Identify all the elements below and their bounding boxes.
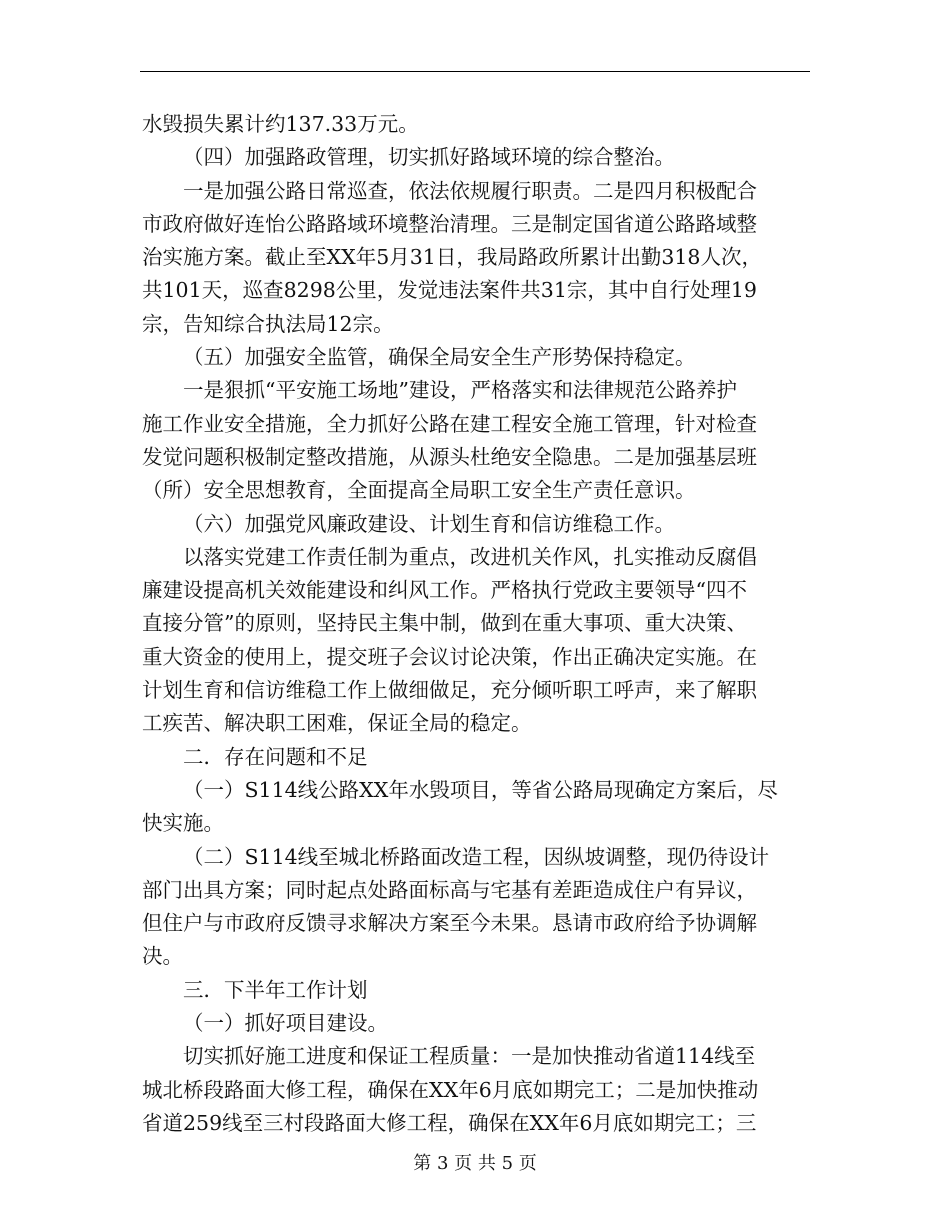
text-line: （二）S114线至城北桥路面改造工程，因纵坡调整，现仍待设计 [183,844,770,869]
text-line: 直接分管”的原则，坚持民主集中制，做到在重大事项、重大决策、 [142,611,747,636]
body-text [142,108,808,1140]
text-line: （所）安全思想教育，全面提高全局职工安全生产责任意识。 [142,478,696,503]
text-line: 快实施。 [142,811,224,836]
text-line: 但住户与市政府反馈寻求解决方案至今未果。恳请市政府给予协调解 [142,911,757,936]
text-line: 廉建设提高机关效能建设和纠风工作。严格执行党政主要领导“四不 [142,578,747,603]
header-rule [140,71,810,72]
text-line: （一）S114线公路XX年水毁项目，等省公路局现确定方案后，尽 [183,777,778,802]
text-line: （一）抓好项目建设。 [183,1011,388,1036]
page-footer: 第 3 页 共 5 页 [413,1153,537,1174]
text-line: 计划生育和信访维稳工作上做细做足，充分倾听职工呼声，来了解职 [142,678,757,703]
text-line: 省道259线至三村段路面大修工程，确保在XX年6月底如期完工；三 [142,1110,757,1135]
text-line: 一是加强公路日常巡查，依法依规履行职责。二是四月积极配合 [183,178,757,203]
text-line: 共101天，巡查8298公里，发觉违法案件共31宗，其中自行处理19 [142,278,757,303]
text-line: 治实施方案。截止至XX年5月31日，我局路政所累计出勤318人次， [142,245,762,270]
text-line: 工疾苦、解决职工困难，保证全局的稳定。 [142,711,532,736]
text-line: （四）加强路政管理，切实抓好路域环境的综合整治。 [183,145,675,170]
text-line: 宗，告知综合执法局12宗。 [142,311,394,336]
text-line: 发觉问题积极制定整改措施，从源头杜绝安全隐患。二是加强基层班 [142,444,757,469]
text-line: （六）加强党风廉政建设、计划生育和信访维稳工作。 [183,511,675,536]
text-line: 施工作业安全措施，全力抓好公路在建工程安全施工管理，针对检查 [142,411,757,436]
text-line: 部门出具方案；同时起点处路面标高与宅基有差距造成住户有异议， [142,877,757,902]
text-line: （五）加强安全监管，确保全局安全生产形势保持稳定。 [183,345,696,370]
text-line: 市政府做好连怡公路路域环境整治清理。三是制定国省道公路路域整 [142,211,757,236]
text-line: 水毁损失累计约137.33万元。 [142,112,419,136]
text-line: 三．下半年工作计划 [183,977,368,1002]
text-line: 决。 [142,944,183,969]
text-line: 以落实党建工作责任制为重点，改进机关作风，扎实推动反腐倡 [183,544,757,569]
text-line: 重大资金的使用上，提交班子会议讨论决策，作出正确决定实施。在 [142,644,757,669]
text-line: 一是狠抓“平安施工场地”建设，严格落实和法律规范公路养护 [183,378,737,403]
text-line: 切实抓好施工进度和保证工程质量：一是加快推动省道114线至 [183,1044,756,1069]
text-line: 城北桥段路面大修工程，确保在XX年6月底如期完工；二是加快推动 [142,1077,759,1102]
text-line: 二．存在问题和不足 [183,744,368,769]
